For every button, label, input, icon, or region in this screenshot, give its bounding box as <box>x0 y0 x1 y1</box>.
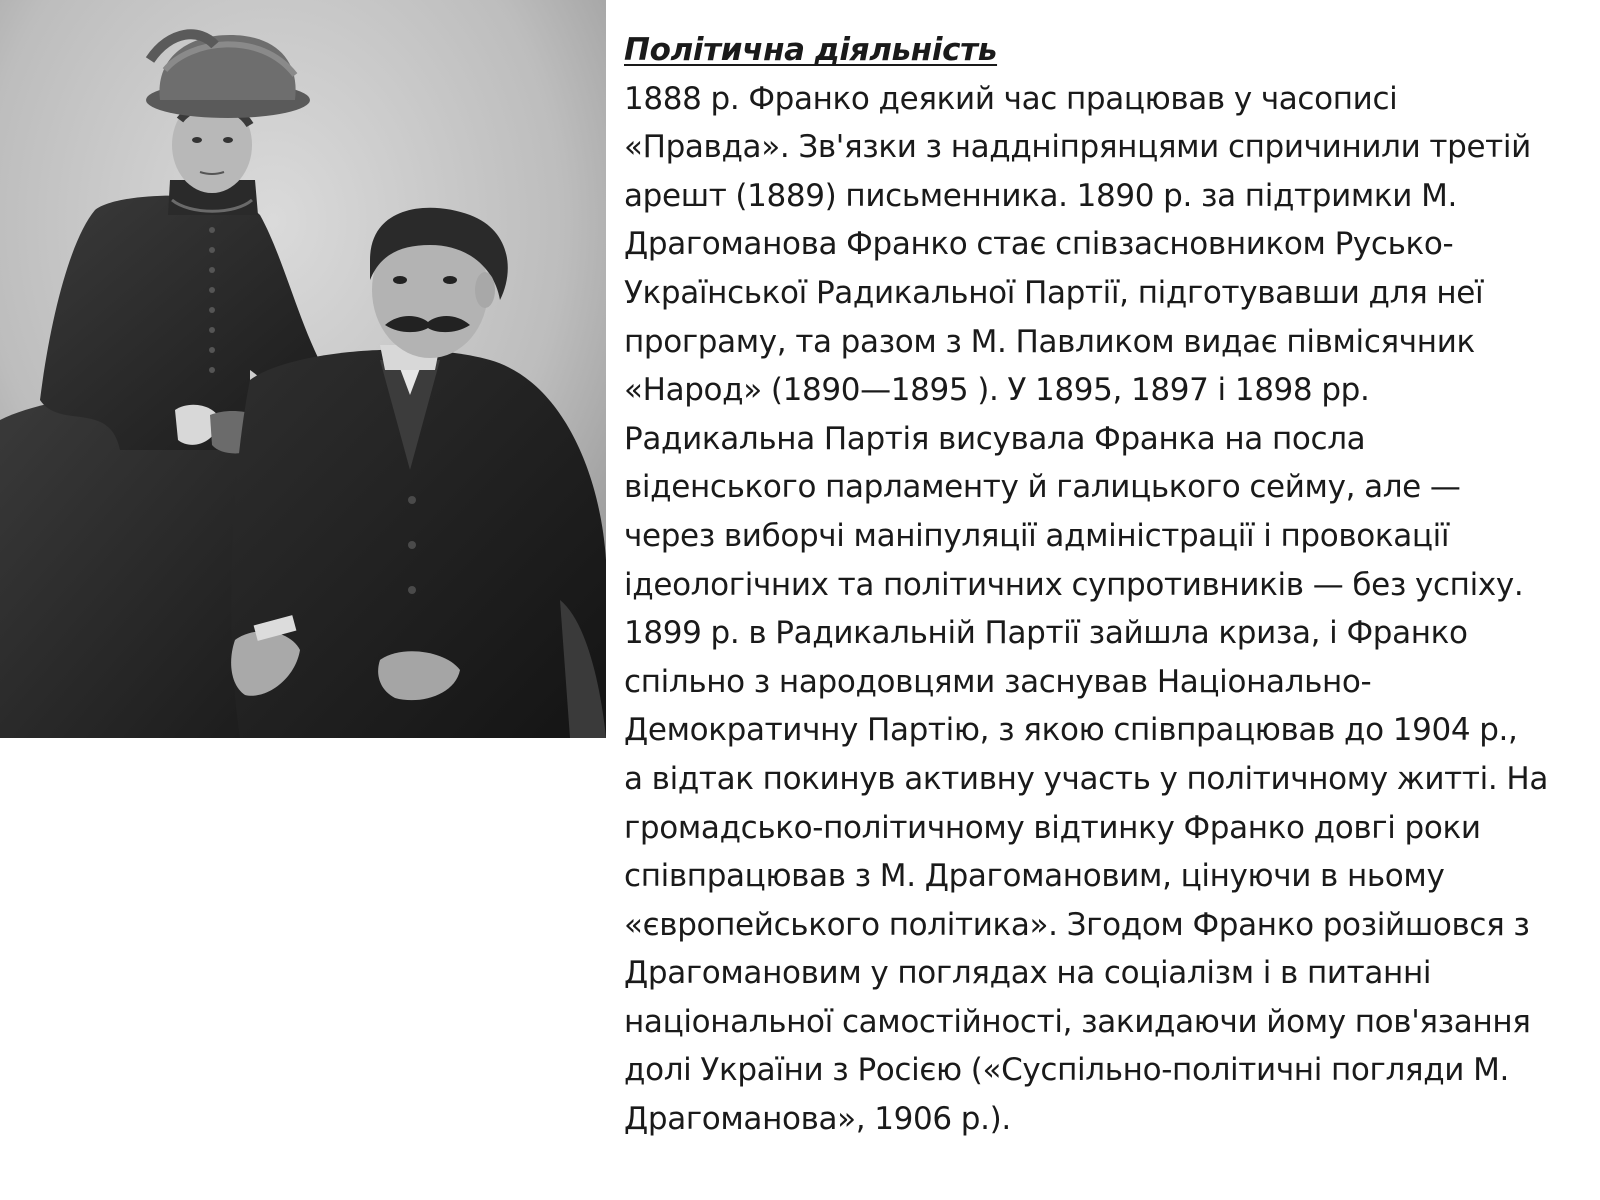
article-text <box>624 26 1594 1144</box>
photo-illustration <box>0 0 606 738</box>
text-line: «європейського політика». Згодом Франко розійшовся з <box>624 906 1530 943</box>
text-line: Української Радикальної Партії, підготувавши для неї <box>624 274 1484 311</box>
text-line: Драгомановим у поглядах на соціалізм і в питанні <box>624 955 1432 992</box>
text-line: «Правда». Зв'язки з наддніпрянцями спричинили третій <box>624 129 1531 166</box>
text-line: 1899 р. в Радикальній Партії зайшла криза, і Франко <box>624 615 1468 652</box>
text-line: Радикальна Партія висувала Франка на посла <box>624 420 1366 457</box>
text-line: Драгоманова Франко стає співзасновником Русько- <box>624 226 1454 263</box>
text-line: співпрацював з М. Драгомановим, цінуючи в ньому <box>624 858 1445 895</box>
section-heading: Політична діяльність <box>624 32 998 68</box>
text-line: програму, та разом з М. Павликом видає півмісячник <box>624 323 1475 360</box>
text-line: ідеологічних та політичних супротивників — без успіху. <box>624 566 1524 603</box>
text-line: громадсько-політичному відтинку Франко довгі роки <box>624 809 1481 846</box>
text-line: 1888 р. Франко деякий час працював у часописі <box>624 80 1398 117</box>
text-line: «Народ» (1890—1895 ). У 1895, 1897 і 1898 рр. <box>624 372 1370 409</box>
text-line: спільно з народовцями заснував Національно- <box>624 663 1372 700</box>
text-line: Демократичну Партію, з якою співпрацював до 1904 р., <box>624 712 1518 749</box>
text-line: долі України з Росією («Суспільно-політичні погляди М. <box>624 1052 1509 1089</box>
text-line: а відтак покинув активну участь у політичному житті. На <box>624 760 1548 797</box>
text-line: арешт (1889) письменника. 1890 р. за підтримки М. <box>624 177 1457 214</box>
text-line: віденського парламенту й галицького сейму, але — <box>624 469 1461 506</box>
text-line: національної самостійності, закидаючи йому пов'язання <box>624 1003 1531 1040</box>
text-line: Драгоманова», 1906 р.). <box>624 1101 1011 1138</box>
portrait-photo <box>0 0 606 738</box>
text-line: через виборчі маніпуляції адміністрації і провокації <box>624 517 1450 554</box>
